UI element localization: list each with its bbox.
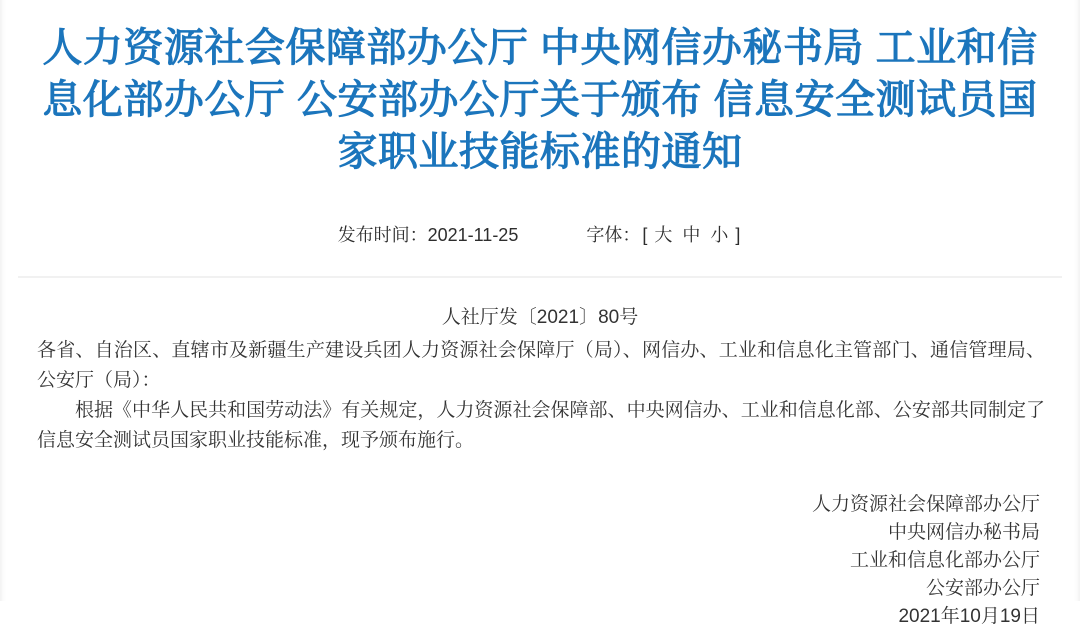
signature-agency: 工业和信息化部办公厅 <box>849 550 1040 571</box>
document-body <box>0 336 1080 456</box>
publish-time <box>338 222 519 248</box>
font-switcher-label: 字体： <box>586 225 641 245</box>
header-divider <box>18 276 1062 278</box>
signature-agency: 公安部办公厅 <box>925 578 1040 599</box>
signature-agency: 中央网信办秘书局 <box>887 522 1040 543</box>
bracket-close: ] <box>735 225 741 245</box>
bracket-open: [ <box>642 225 648 245</box>
publish-date: 2021-11-25 <box>427 225 519 245</box>
font-size-switcher <box>586 222 742 248</box>
document-number: 人社厅发〔2021〕80号 <box>441 307 639 328</box>
page-title: 人力资源社会保障部办公厅 中央网信办秘书局 工业和信息化部办公厅 公安部办公厅关于颁布 信息安全测试员国家职业技能标准的通知 <box>42 26 1038 174</box>
font-size-small-link[interactable]: 小 <box>710 225 729 245</box>
font-size-large-link[interactable]: 大 <box>654 225 673 245</box>
meta-line <box>0 222 1080 248</box>
font-size-medium-link[interactable]: 中 <box>682 225 701 245</box>
body-paragraph-addressees: 各省、自治区、直辖市及新疆生产建设兵团人力资源社会保障厅（局）、网信办、工业和信息化主管部门、通信管理局、公安厅（局）： <box>37 340 1045 391</box>
publish-time-label: 发布时间： <box>337 225 428 245</box>
body-paragraph-main: 根据《中华人民共和国劳动法》有关规定，人力资源社会保障部、中央网信办、工业和信息化部、公安部共同制定了信息安全测试员国家职业技能标准，现予颁布施行。 <box>37 400 1045 451</box>
signature-date: 2021年10月19日 <box>898 606 1040 627</box>
signature-agency: 人力资源社会保障部办公厅 <box>811 494 1040 515</box>
signature-block <box>0 491 1080 631</box>
